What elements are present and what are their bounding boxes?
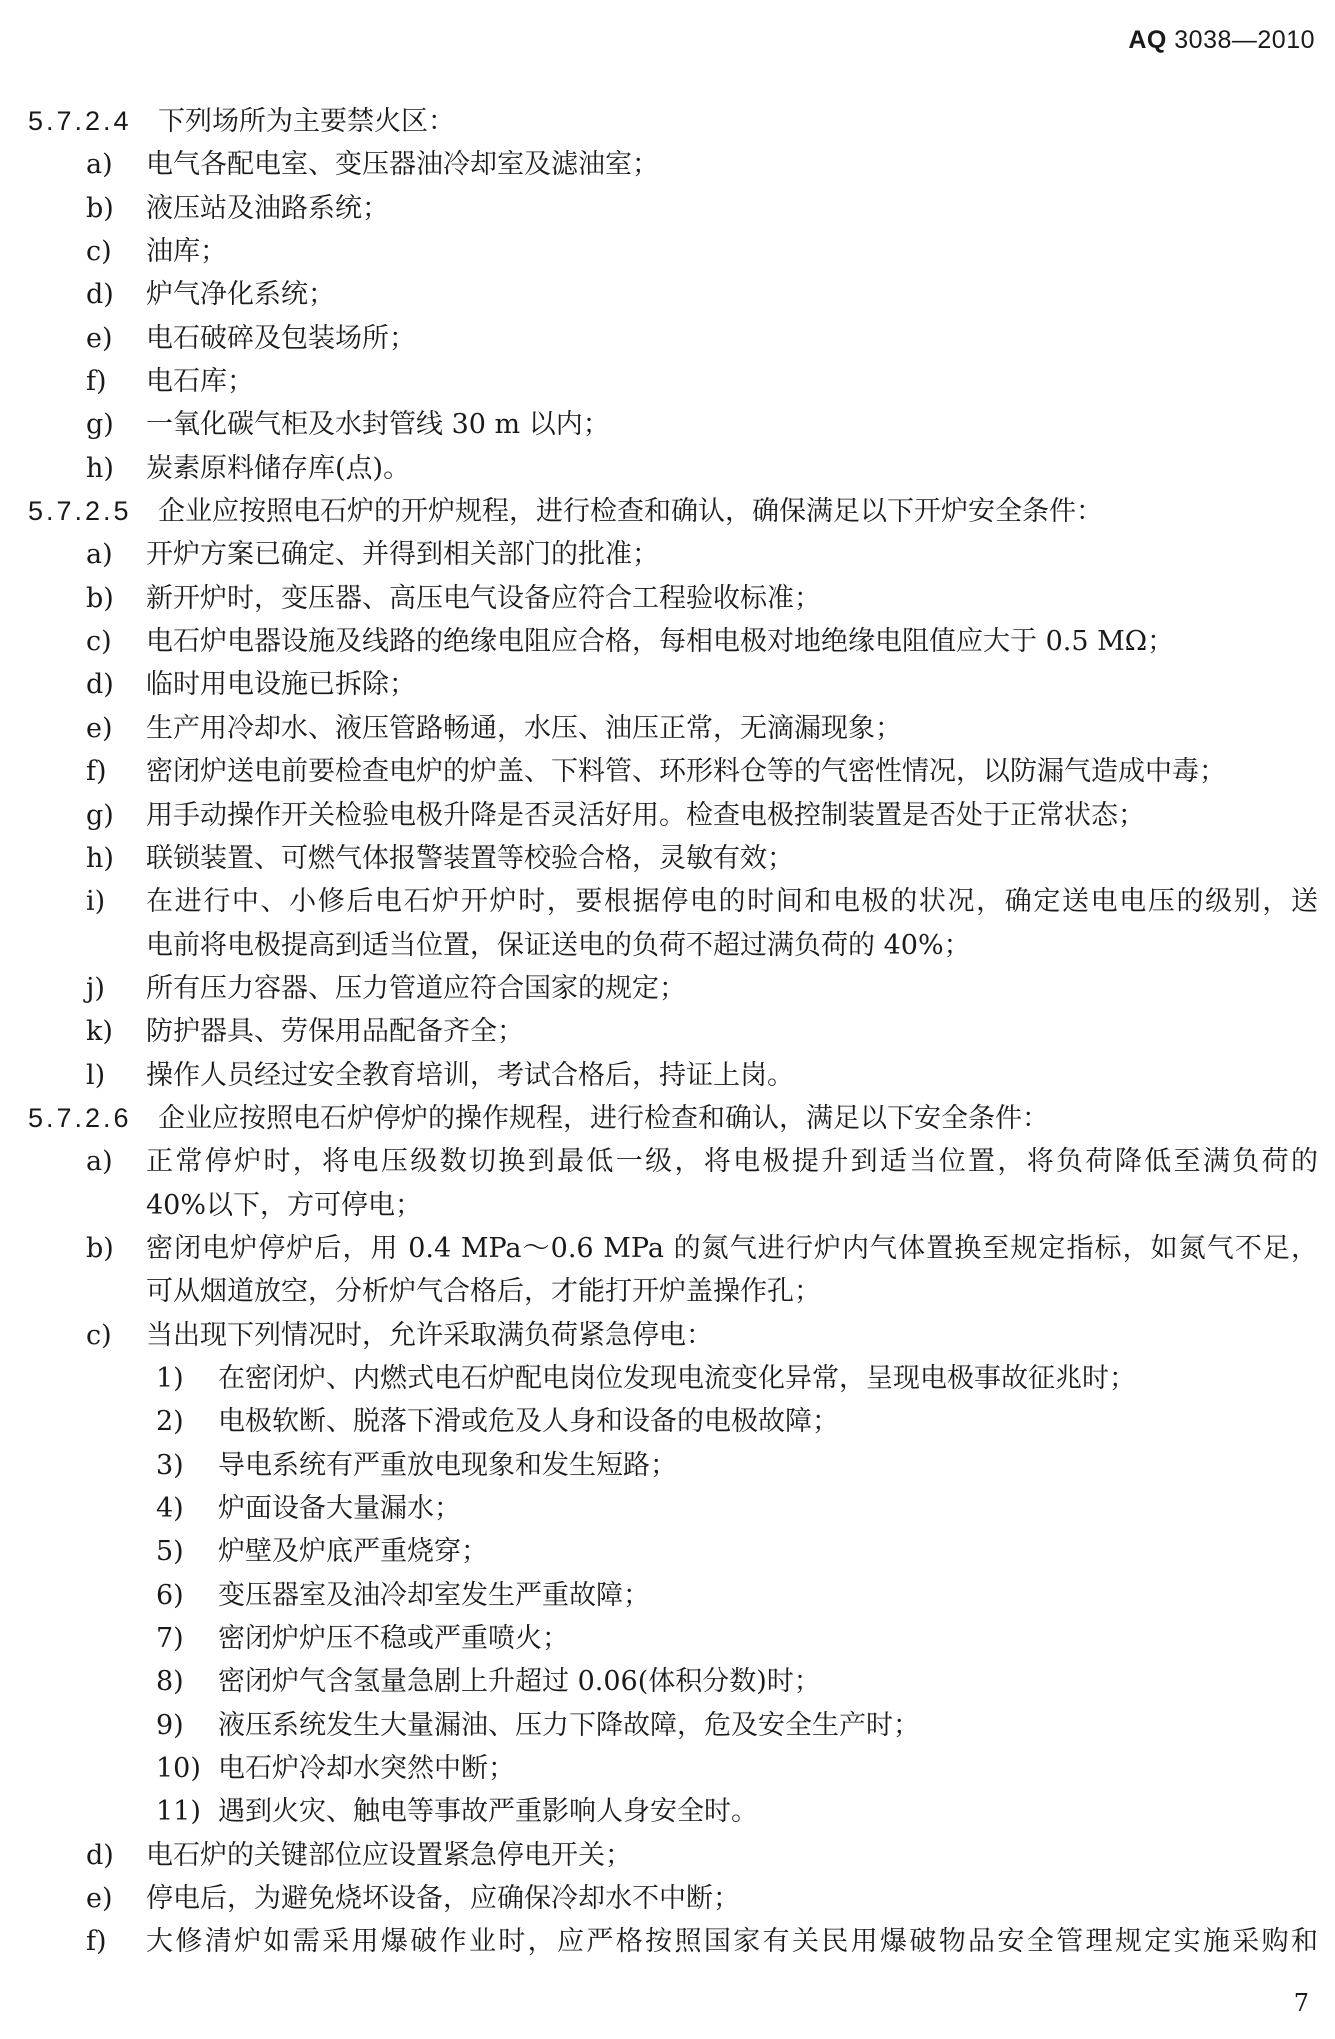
list-marker: 4): [156, 1493, 184, 1524]
list-item: [28, 360, 1318, 403]
line-text: 密闭炉送电前要检查电炉的炉盖、下料管、环形料仓等的气密性情况，以防漏气造成中毒；: [146, 756, 1226, 788]
list-marker: k): [86, 1016, 113, 1048]
line-text: 正常停炉时，将电压级数切换到最低一级，将电极提升到适当位置，将负荷降低至满负荷的: [146, 1146, 1318, 1178]
list-marker: d): [86, 1839, 114, 1871]
list-marker: 9): [156, 1709, 184, 1741]
line-text: 企业应按照电石炉的开炉规程，进行检查和确认，确保满足以下开炉安全条件：: [158, 496, 1103, 528]
clause-number: 5.7.2.6: [28, 1102, 132, 1133]
list-item: [28, 794, 1318, 837]
line-text: 下列场所为主要禁火区：: [158, 106, 455, 137]
sub-list-item: [28, 1574, 1318, 1617]
list-marker: a): [86, 1146, 113, 1178]
line-text: 电石库；: [146, 366, 254, 398]
line-text: 炉气净化系统；: [146, 279, 335, 311]
list-marker: 8): [156, 1666, 184, 1698]
list-marker: j): [86, 972, 105, 1004]
line-text: 生产用冷却水、液压管路畅通，水压、油压正常，无滴漏现象；: [146, 712, 902, 744]
line-text: 开炉方案已确定、并得到相关部门的批准；: [146, 539, 659, 571]
list-marker: d): [86, 669, 114, 701]
line-text: 电石炉的关键部位应设置紧急停电开关；: [146, 1839, 632, 1871]
list-marker: e): [86, 1883, 113, 1915]
list-marker: 5): [156, 1536, 184, 1568]
list-item: [28, 577, 1318, 620]
line-text: 电石炉电器设施及线路的绝缘电阻应合格，每相电极对地绝缘电阻值应大于 0.5 MΩ；: [146, 626, 1175, 658]
line-text: 电前将电极提高到适当位置，保证送电的负荷不超过满负荷的 40%；: [146, 929, 971, 961]
list-item: [28, 837, 1318, 880]
sub-list-item: [28, 1660, 1318, 1703]
list-item: [28, 1140, 1318, 1183]
clause-line: [28, 1097, 1318, 1140]
line-text: 在进行中、小修后电石炉开炉时，要根据停电的时间和电极的状况，确定送电电压的级别，送: [146, 886, 1318, 918]
document-body: [28, 100, 1318, 1964]
line-text: 联锁装置、可燃气体报警装置等校验合格，灵敏有效；: [146, 842, 794, 874]
list-item: [28, 230, 1318, 273]
list-marker: c): [86, 1319, 112, 1351]
sub-list-item: [28, 1444, 1318, 1487]
sub-list-item: [28, 1487, 1318, 1530]
list-marker: l): [86, 1059, 106, 1091]
line-text: 防护器具、劳保用品配备齐全；: [146, 1016, 524, 1048]
continuation-line: [28, 1184, 1318, 1227]
line-text: 所有压力容器、压力管道应符合国家的规定；: [146, 972, 686, 1004]
list-marker: f): [86, 1926, 107, 1958]
sub-list-item: [28, 1747, 1318, 1790]
line-text: 液压站及油路系统；: [146, 192, 389, 224]
list-marker: f): [86, 756, 107, 788]
line-text: 密闭炉炉压不稳或严重喷火；: [218, 1623, 569, 1655]
page-number: 7: [1293, 1989, 1309, 2017]
list-marker: e): [86, 712, 113, 744]
list-item: [28, 1314, 1318, 1357]
list-marker: 6): [156, 1579, 184, 1611]
list-marker: a): [86, 539, 113, 571]
sub-list-item: [28, 1704, 1318, 1747]
line-text: 40%以下，方可停电；: [146, 1189, 423, 1221]
sub-list-item: [28, 1400, 1318, 1443]
line-text: 用手动操作开关检验电极升降是否灵活好用。检查电极控制装置是否处于正常状态；: [146, 799, 1145, 831]
list-marker: i): [86, 886, 106, 918]
clause-line: [28, 100, 1318, 143]
line-text: 电气各配电室、变压器油冷却室及滤油室；: [146, 149, 659, 181]
list-marker: 10): [156, 1753, 201, 1785]
list-marker: 2): [156, 1406, 184, 1438]
list-marker: h): [86, 842, 114, 874]
list-marker: a): [86, 149, 113, 181]
line-text: 炭素原料储存库(点)。: [146, 452, 411, 484]
list-marker: 1): [156, 1362, 184, 1394]
line-text: 炉壁及炉底严重烧穿；: [218, 1536, 488, 1568]
continuation-line: [28, 1270, 1318, 1313]
list-marker: f): [86, 366, 107, 398]
standard-code: [1128, 26, 1315, 55]
line-text: 炉面设备大量漏水；: [218, 1493, 461, 1524]
line-text: 电极软断、脱落下滑或危及人身和设备的电极故障；: [218, 1406, 839, 1438]
sub-list-item: [28, 1790, 1318, 1833]
list-item: [28, 317, 1318, 360]
list-item: [28, 1920, 1318, 1963]
list-item: [28, 403, 1318, 446]
line-text: 新开炉时，变压器、高压电气设备应符合工程验收标准；: [146, 582, 821, 614]
list-marker: 7): [156, 1623, 184, 1655]
list-item: [28, 1227, 1318, 1270]
list-marker: g): [86, 409, 114, 441]
line-text: 企业应按照电石炉停炉的操作规程，进行检查和确认，满足以下安全条件：: [158, 1102, 1049, 1134]
list-marker: b): [86, 1232, 114, 1264]
list-marker: b): [86, 582, 114, 614]
list-item: [28, 143, 1318, 186]
list-item: [28, 663, 1318, 706]
line-text: 一氧化碳气柜及水封管线 30 m 以内；: [146, 409, 610, 441]
list-marker: 11): [156, 1796, 201, 1828]
list-item: [28, 880, 1318, 923]
list-marker: g): [86, 799, 114, 831]
line-text: 临时用电设施已拆除；: [146, 669, 416, 701]
line-text: 遇到火灾、触电等事故严重影响人身安全时。: [218, 1796, 758, 1828]
list-item: [28, 447, 1318, 490]
list-item: [28, 1834, 1318, 1877]
list-item: [28, 750, 1318, 793]
sub-list-item: [28, 1357, 1318, 1400]
clause-line: [28, 490, 1318, 533]
line-text: 变压器室及油冷却室发生严重故障；: [218, 1579, 650, 1611]
list-marker: e): [86, 322, 113, 354]
list-item: [28, 533, 1318, 576]
list-marker: d): [86, 279, 114, 311]
list-marker: c): [86, 626, 112, 658]
list-item: [28, 1877, 1318, 1920]
list-marker: b): [86, 192, 114, 224]
list-item: [28, 967, 1318, 1010]
line-text: 电石炉冷却水突然中断；: [218, 1753, 515, 1785]
line-text: 密闭炉气含氢量急剧上升超过 0.06(体积分数)时；: [218, 1666, 821, 1698]
list-marker: c): [86, 236, 112, 268]
line-text: 可从烟道放空，分析炉气合格后，才能打开炉盖操作孔；: [146, 1276, 821, 1308]
line-text: 电石破碎及包装场所；: [146, 322, 416, 354]
sub-list-item: [28, 1530, 1318, 1573]
list-item: [28, 273, 1318, 316]
line-text: 大修清炉如需采用爆破作业时，应严格按照国家有关民用爆破物品安全管理规定实施采购和: [146, 1926, 1318, 1958]
line-text: 在密闭炉、内燃式电石炉配电岗位发现电流变化异常，呈现电极事故征兆时；: [218, 1362, 1136, 1394]
list-marker: h): [86, 452, 114, 484]
line-text: 密闭电炉停炉后，用 0.4 MPa～0.6 MPa 的氮气进行炉内气体置换至规定指标，如氮气不足，: [146, 1232, 1318, 1264]
continuation-line: [28, 924, 1318, 967]
line-text: 操作人员经过安全教育培训，考试合格后，持证上岗。: [146, 1059, 794, 1091]
list-item: [28, 707, 1318, 750]
line-text: 液压系统发生大量漏油、压力下降故障，危及安全生产时；: [218, 1709, 920, 1741]
standard-number: 3038—2010: [1174, 26, 1315, 54]
line-text: 停电后，为避免烧坏设备，应确保冷却水不中断；: [146, 1883, 740, 1915]
sub-list-item: [28, 1617, 1318, 1660]
line-text: 当出现下列情况时，允许采取满负荷紧急停电：: [146, 1319, 713, 1351]
list-marker: 3): [156, 1449, 184, 1481]
list-item: [28, 1010, 1318, 1053]
clause-number: 5.7.2.4: [28, 106, 132, 136]
list-item: [28, 187, 1318, 230]
standard-prefix: AQ: [1128, 26, 1167, 54]
list-item: [28, 1054, 1318, 1097]
line-text: 油库；: [146, 236, 227, 268]
list-item: [28, 620, 1318, 663]
line-text: 导电系统有严重放电现象和发生短路；: [218, 1449, 677, 1481]
clause-number: 5.7.2.5: [28, 496, 132, 527]
